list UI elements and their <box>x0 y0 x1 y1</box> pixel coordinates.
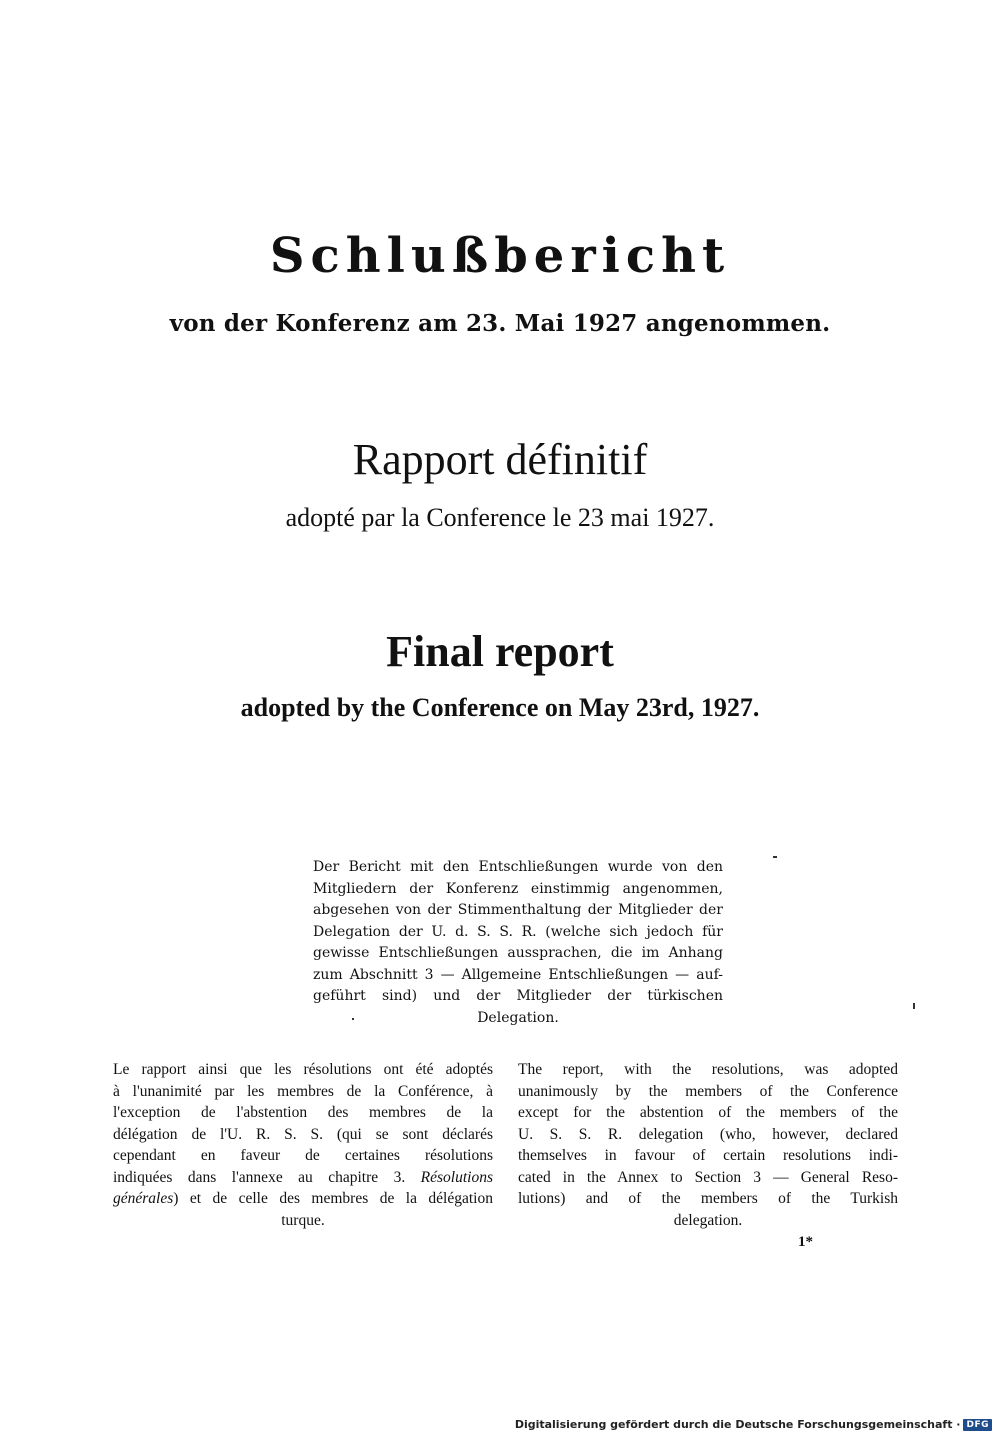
german-note-line: geführt sind) und der Mitglieder der türkischen <box>313 988 723 1004</box>
digitization-footer <box>515 1418 992 1431</box>
french-paragraph <box>113 1059 493 1231</box>
german-note-line: Der Bericht mit den Entschließungen wurde von den <box>313 859 723 875</box>
german-note-line: zum Abschnitt 3 — Allgemeine Entschließungen — auf- <box>313 966 723 983</box>
english-paragraph-line: themselves in favour of certain resolutions indi- <box>518 1147 898 1164</box>
german-note <box>313 857 723 1029</box>
french-line-text: ) et de celle des membres de la délégation <box>173 1190 493 1207</box>
english-paragraph-line: U. S. S. R. delegation (who, however, declared <box>518 1125 898 1143</box>
scan-speck <box>773 856 777 858</box>
french-subtitle: adopté par la Conference le 23 mai 1927. <box>285 503 715 532</box>
footer-text: Digitalisierung gefördert durch die Deutsche Forschungsgemeinschaft · <box>514 1418 961 1431</box>
english-paragraph-line: cated in the Annex to Section 3 — General Reso- <box>518 1168 898 1186</box>
french-line-text: indiquées dans l'annexe au chapitre 3. <box>113 1168 421 1186</box>
page-signature: 1* <box>798 1234 813 1250</box>
dfg-logo: DFG <box>963 1419 992 1431</box>
french-paragraph-line: l'exception de l'abstention des membres de la <box>113 1104 493 1121</box>
english-paragraph-line: except for the abstention of the members of the <box>518 1104 898 1121</box>
french-paragraph-line: à l'unanimité par les membres de la Conférence, à <box>113 1082 493 1100</box>
german-note-line: Mitgliedern der Konferenz einstimmig angenommen, <box>313 880 723 897</box>
french-italic-text: générales <box>113 1190 174 1207</box>
french-paragraph-line: délégation de l'U. R. S. S. (qui se sont déclarés <box>113 1125 493 1143</box>
german-title: Schlußbericht <box>269 228 731 284</box>
english-subtitle: adopted by the Conference on May 23rd, 1927. <box>240 693 760 722</box>
french-paragraph-line: cependant en faveur de certaines résolutions <box>113 1147 493 1164</box>
english-title: Final report <box>386 627 614 676</box>
french-paragraph-line <box>113 1167 493 1189</box>
german-subtitle: von der Konferenz am 23. Mai 1927 angenommen. <box>169 310 831 337</box>
english-paragraph-line: lutions) and of the members of the Turkish <box>518 1190 898 1207</box>
english-paragraph-line: unanimously by the members of the Conference <box>518 1082 898 1100</box>
german-note-line: Delegation. <box>477 1009 559 1026</box>
french-italic-text: Résolutions <box>420 1168 493 1186</box>
english-paragraph <box>518 1059 898 1231</box>
scan-speck <box>913 1003 915 1009</box>
german-note-line: Delegation der U. d. S. S. R. (welche sich jedoch für <box>313 923 723 940</box>
scan-speck <box>352 1018 354 1020</box>
english-paragraph-line: The report, with the resolutions, was adopted <box>518 1061 898 1078</box>
english-paragraph-line: delegation. <box>673 1211 743 1229</box>
french-title: Rapport définitif <box>352 435 648 484</box>
french-paragraph-line: turque. <box>281 1211 325 1229</box>
french-paragraph-line <box>113 1188 493 1210</box>
french-paragraph-line: Le rapport ainsi que les résolutions ont été adoptés <box>113 1061 493 1078</box>
german-note-line: abgesehen von der Stimmenthaltung der Mitglieder der <box>313 902 723 918</box>
german-note-line: gewisse Entschließungen aussprachen, die im Anhang <box>313 945 723 961</box>
